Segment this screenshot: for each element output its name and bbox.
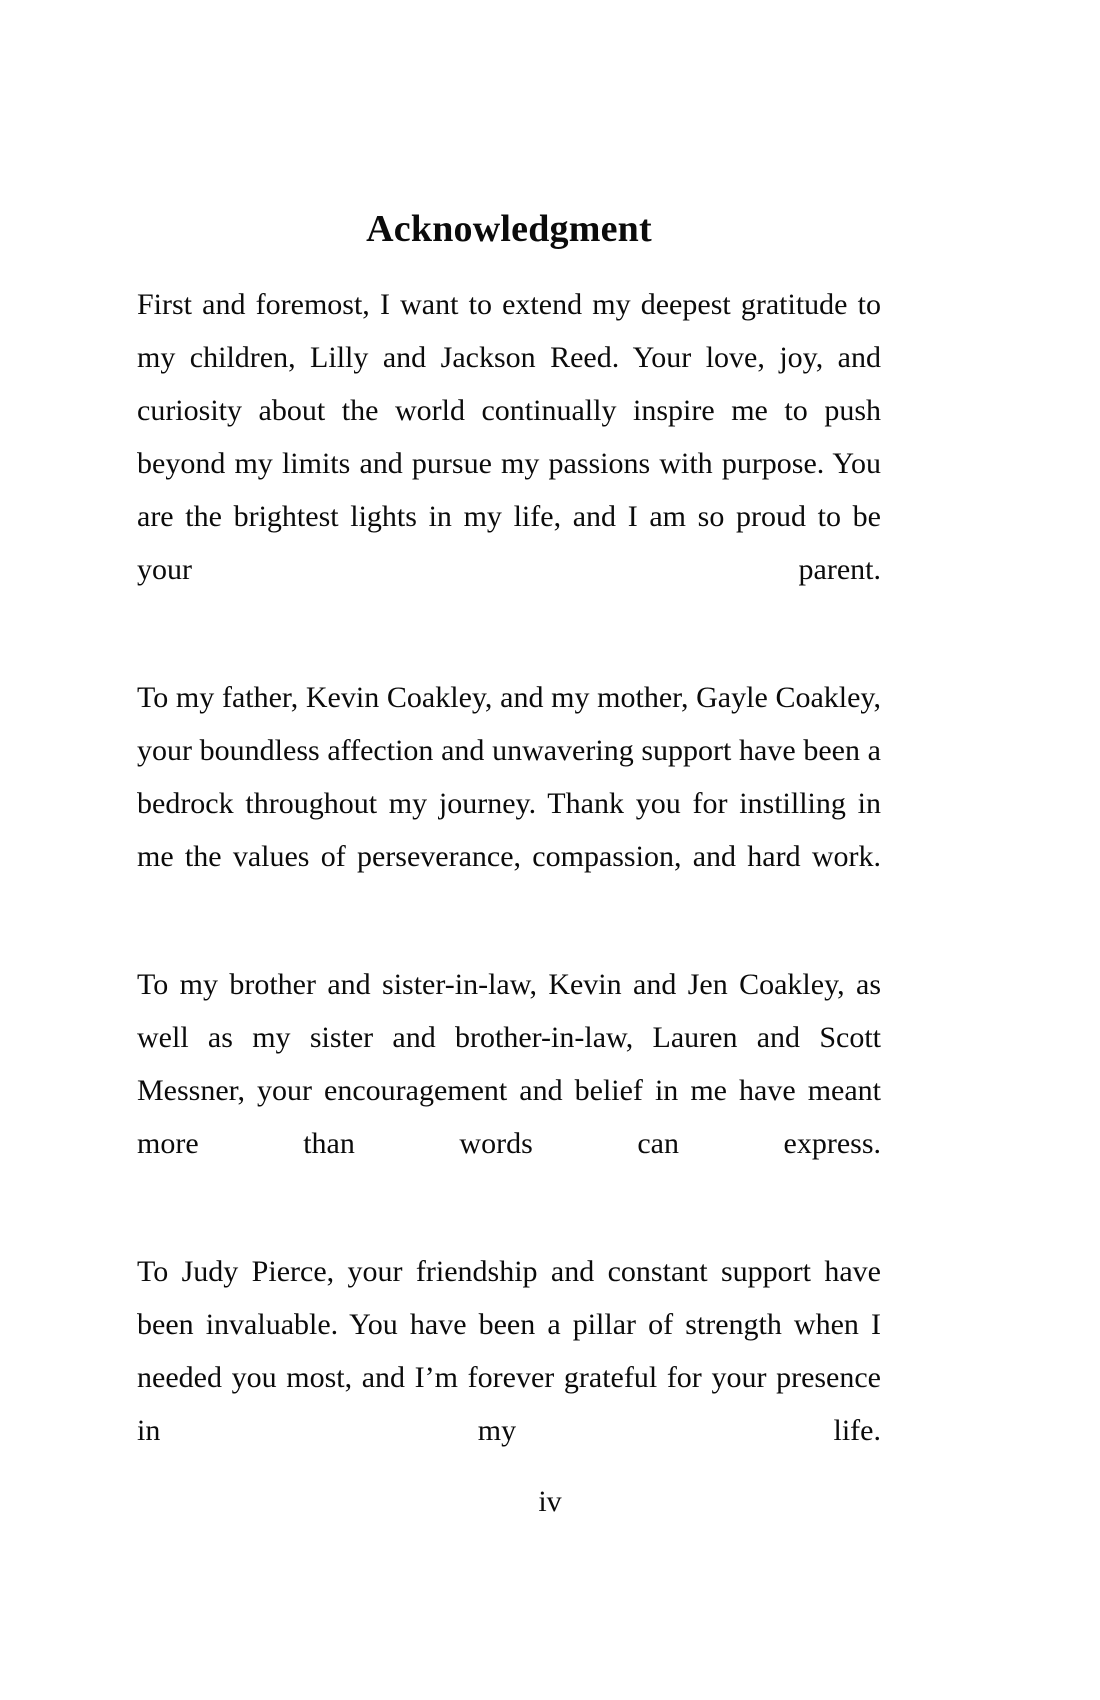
paragraph: To my brother and sister-in-law, Kevin and Jen Coakley, as well as my sister and brother-in-law, Lauren and Scott Messner, your encouragement and belief in me have meant more than words can express. [137, 968, 881, 1160]
page-number: iv [538, 1485, 562, 1518]
paragraph: To my father, Kevin Coakley, and my mother, Gayle Coakley, your boundless affection and unwavering support have been a bedrock throughout my journey. Thank you for instilling in me the values of perseverance, compassion, and hard work. [137, 681, 881, 873]
paragraph: To Judy Pierce, your friendship and constant support have been invaluable. You have been a pillar of strength when I needed you most, and I’m forever grateful for your presence in my life. [137, 1255, 881, 1447]
page-title: Acknowledgment [366, 208, 652, 251]
paragraph: First and foremost, I want to extend my deepest gratitude to my children, Lilly and Jackson Reed. Your love, joy, and curiosity about the world continually inspire me to push beyond my limits and pursue my passions with purpose. You are the brightest lights in my life, and I am so proud to be your parent. [137, 288, 881, 586]
body-text-block [137, 278, 881, 1510]
